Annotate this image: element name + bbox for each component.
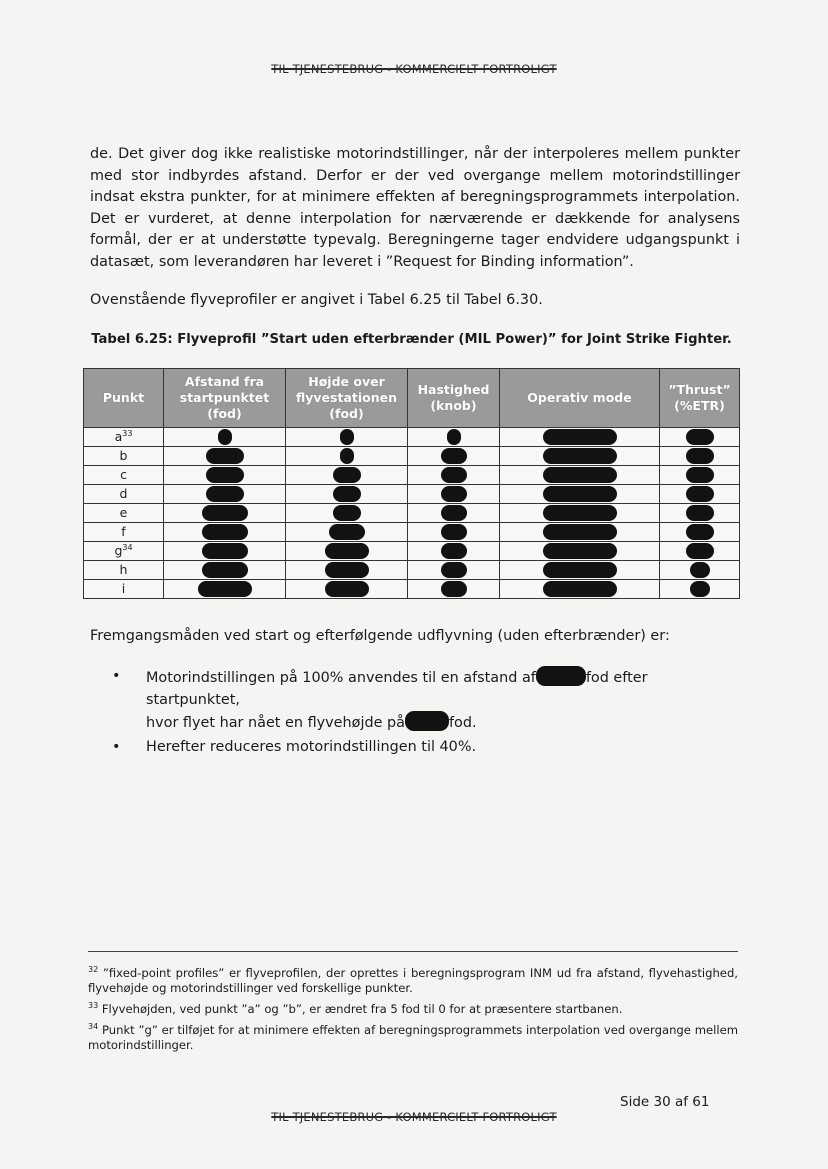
header-punkt: Punkt	[84, 369, 164, 428]
redaction-mark	[329, 524, 365, 540]
header-hastighed: Hastighed (knob)	[408, 369, 500, 428]
cell-afstand	[164, 580, 286, 599]
redaction-mark	[206, 486, 244, 502]
redaction-mark	[441, 467, 467, 483]
redaction-mark	[686, 448, 714, 464]
cell-mode	[500, 523, 660, 542]
redaction-mark	[686, 524, 714, 540]
redaction-mark	[536, 666, 586, 686]
redaction-mark	[405, 711, 449, 731]
redaction-mark	[441, 543, 467, 559]
cell-hojde	[286, 447, 408, 466]
cell-afstand	[164, 542, 286, 561]
redaction-mark	[325, 581, 369, 597]
cell-hojde	[286, 504, 408, 523]
redaction-mark	[690, 562, 710, 578]
redaction-mark	[218, 429, 232, 445]
table-row	[84, 580, 740, 599]
cell-punkt: c	[84, 466, 164, 485]
redaction-mark	[686, 543, 714, 559]
redaction-mark	[441, 562, 467, 578]
redaction-mark	[340, 448, 354, 464]
list-item: • Motorindstillingen på 100% anvendes til en afstand af fod efter startpunktet, hvor flyet har nået en flyvehøjde på fod.	[112, 668, 648, 732]
cell-hastighed	[408, 466, 500, 485]
cell-punkt: f	[84, 523, 164, 542]
footnote-divider	[88, 951, 738, 952]
table-row	[84, 561, 740, 580]
redaction-mark	[543, 429, 617, 445]
redaction-mark	[441, 486, 467, 502]
header-classification-marking: TIL TJENESTEBRUG - KOMMERCIELT FORTROLIGT	[271, 62, 557, 76]
redaction-mark	[543, 467, 617, 483]
header-afstand: Afstand fra startpunktet (fod)	[164, 369, 286, 428]
header-operativ-mode: Operativ mode	[500, 369, 660, 428]
cell-thrust	[660, 561, 740, 580]
cell-hojde	[286, 485, 408, 504]
cell-punkt: b	[84, 447, 164, 466]
cell-hastighed	[408, 561, 500, 580]
cell-hastighed	[408, 542, 500, 561]
redaction-mark	[543, 486, 617, 502]
cell-hastighed	[408, 485, 500, 504]
body-paragraph-1: de. Det giver dog ikke realistiske motorindstillinger, når der interpoleres mellem punkter med stor indbyrdes afstand. Derfor er der ved overgange mellem motorindstillinger indsat ekstra punkter, for at minimere effekten af beregningsprogrammets interpolation. Det er vurderet, at denne interpolation for nærværende er dækkende for analysens formål, der er at understøtte typevalg. Beregningerne tager endvidere udgangspunkt i datasæt, som leverandøren har leveret i ”Request for Binding information”.	[90, 146, 740, 270]
redaction-mark	[543, 562, 617, 578]
cell-hojde	[286, 428, 408, 447]
redaction-mark	[325, 543, 369, 559]
redaction-mark	[441, 448, 467, 464]
cell-thrust	[660, 428, 740, 447]
cell-afstand	[164, 466, 286, 485]
redaction-mark	[333, 467, 361, 483]
footnotes	[88, 962, 738, 1055]
redaction-mark	[206, 467, 244, 483]
cell-thrust	[660, 523, 740, 542]
redaction-mark	[543, 543, 617, 559]
redaction-mark	[686, 486, 714, 502]
cell-hastighed	[408, 447, 500, 466]
cell-mode	[500, 580, 660, 599]
table-row	[84, 504, 740, 523]
footnote-34: $^{34}$ Punkt ”g” er tilføjet for at minimere effekten af beregningsprogrammets interpolation ved overgange mellem motorindstillinger.	[88, 1021, 738, 1052]
procedure-intro: Fremgangsmåden ved start og efterfølgende udflyvning (uden efterbrænder) er:	[90, 628, 670, 644]
redaction-mark	[543, 524, 617, 540]
cell-hojde	[286, 580, 408, 599]
redaction-mark	[202, 505, 248, 521]
cell-hastighed	[408, 428, 500, 447]
redaction-mark	[441, 524, 467, 540]
cell-afstand	[164, 428, 286, 447]
cell-mode	[500, 428, 660, 447]
table-caption: Tabel 6.25: Flyveprofil ”Start uden efterbrænder (MIL Power)” for Joint Strike Fighter.	[91, 332, 732, 347]
redaction-mark	[686, 505, 714, 521]
cell-punkt: d	[84, 485, 164, 504]
redaction-mark	[441, 505, 467, 521]
cell-thrust	[660, 485, 740, 504]
redaction-mark	[543, 448, 617, 464]
cell-hojde	[286, 561, 408, 580]
cell-mode	[500, 466, 660, 485]
page-number: Side 30 af 61	[620, 1094, 710, 1110]
cell-thrust	[660, 447, 740, 466]
header-thrust: ”Thrust” (%ETR)	[660, 369, 740, 428]
flight-profile-table	[83, 368, 740, 599]
cell-mode	[500, 485, 660, 504]
cell-thrust	[660, 466, 740, 485]
footnote-32: $^{32}$ ”fixed-point profiles” er flyveprofilen, der oprettes i beregningsprogram INM ud fra afstand, flyvehastighed, flyvehøjde og motorindstillinger ved forskellige punkter.	[88, 965, 738, 996]
cell-hojde	[286, 542, 408, 561]
cell-punkt: i	[84, 580, 164, 599]
procedure-list	[112, 666, 742, 760]
redaction-mark	[447, 429, 461, 445]
redaction-mark	[333, 505, 361, 521]
cell-punkt: $g^{34}$	[84, 542, 164, 561]
redaction-mark	[543, 505, 617, 521]
cell-afstand	[164, 485, 286, 504]
body-paragraph-2: Ovenstående flyveprofiler er angivet i Tabel 6.25 til Tabel 6.30.	[90, 292, 543, 308]
table-row	[84, 428, 740, 447]
cell-afstand	[164, 523, 286, 542]
bullet-icon: •	[112, 738, 121, 755]
cell-afstand	[164, 447, 286, 466]
redaction-mark	[198, 581, 252, 597]
redaction-mark	[202, 562, 248, 578]
cell-afstand	[164, 504, 286, 523]
list-item: • Herefter reduceres motorindstillingen til 40%.	[112, 737, 742, 759]
redaction-mark	[441, 581, 467, 597]
table-row	[84, 447, 740, 466]
footnote-33: $^{33}$ Flyvehøjden, ved punkt ”a” og ”b”, er ændret fra 5 fod til 0 for at præsentere startbanen.	[88, 1001, 623, 1016]
redaction-mark	[690, 581, 710, 597]
redaction-mark	[686, 467, 714, 483]
table-row	[84, 466, 740, 485]
cell-mode	[500, 504, 660, 523]
table-header-row	[84, 369, 740, 428]
footer-classification-marking: TIL TJENESTEBRUG - KOMMERCIELT FORTROLIGT	[271, 1110, 557, 1124]
cell-hastighed	[408, 523, 500, 542]
redaction-mark	[206, 448, 244, 464]
cell-afstand	[164, 561, 286, 580]
cell-mode	[500, 561, 660, 580]
cell-mode	[500, 447, 660, 466]
cell-mode	[500, 542, 660, 561]
table-row	[84, 542, 740, 561]
redaction-mark	[543, 581, 617, 597]
cell-thrust	[660, 504, 740, 523]
cell-thrust	[660, 542, 740, 561]
redaction-mark	[686, 429, 714, 445]
cell-hastighed	[408, 504, 500, 523]
redaction-mark	[333, 486, 361, 502]
cell-hojde	[286, 523, 408, 542]
redaction-mark	[202, 524, 248, 540]
cell-thrust	[660, 580, 740, 599]
redaction-mark	[325, 562, 369, 578]
table-row	[84, 485, 740, 504]
cell-hastighed	[408, 580, 500, 599]
bullet-icon: •	[112, 668, 121, 684]
cell-punkt: e	[84, 504, 164, 523]
cell-hojde	[286, 466, 408, 485]
table-row	[84, 523, 740, 542]
cell-punkt: h	[84, 561, 164, 580]
redaction-mark	[340, 429, 354, 445]
header-hojde: Højde over flyvestationen (fod)	[286, 369, 408, 428]
cell-punkt: $a^{33}$	[84, 428, 164, 447]
redaction-mark	[202, 543, 248, 559]
